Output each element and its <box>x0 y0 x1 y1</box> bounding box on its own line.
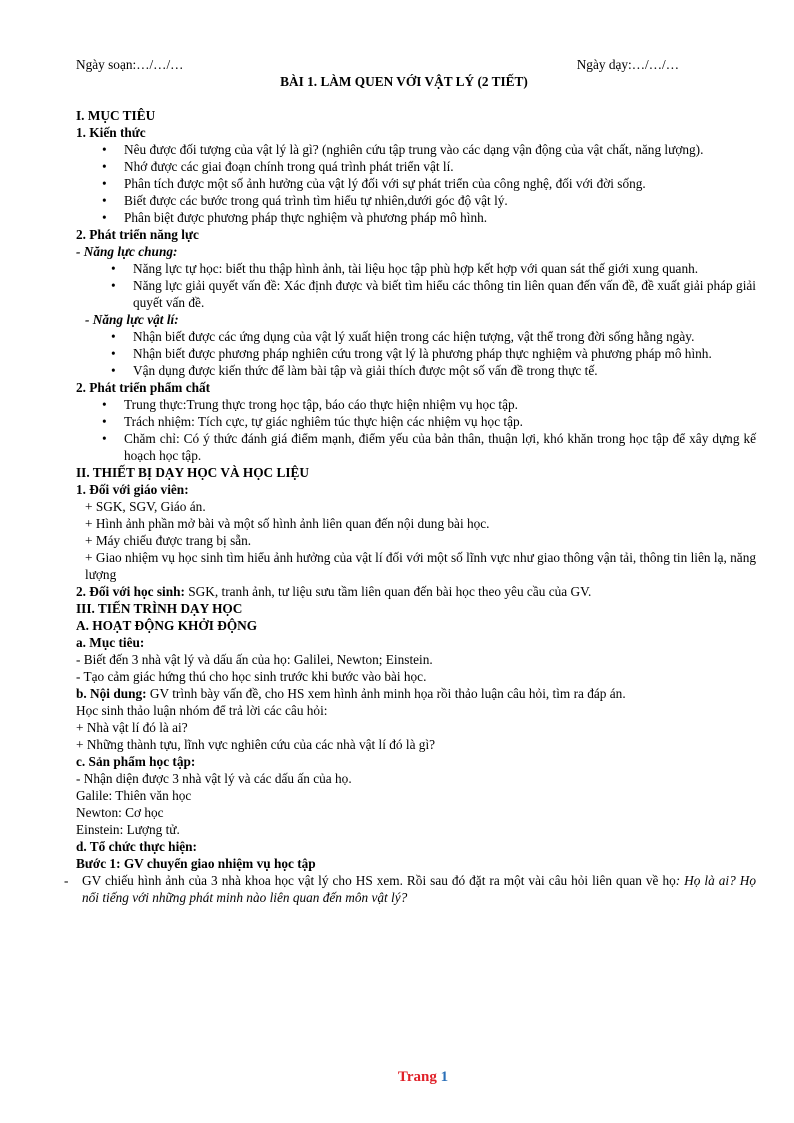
list-item: • Năng lực giải quyết vấn đề: Xác định được và biết tìm hiểu các thông tin liên quan đến vấn đề, đề xuất giải pháp giải quyết vấn đề. <box>76 277 756 311</box>
nang-luc-chung-label: - Năng lực chung: <box>76 244 178 259</box>
page-footer <box>0 1069 794 1086</box>
section-thiet-bi: II. THIẾT BỊ DẠY HỌC VÀ HỌC LIỆU <box>76 465 310 480</box>
list-item: • Nhớ được các giai đoạn chính trong quá trình phát triển vật lí. <box>76 158 756 175</box>
san-pham-heading: c. Sản phẩm học tập: <box>76 754 196 769</box>
noi-dung-label: b. Nội dung: <box>76 686 147 701</box>
date-header <box>76 56 756 73</box>
gv-item: + Hình ảnh phần mở bài và một số hình ảnh liên quan đến nội dung bài học. <box>85 516 490 531</box>
gv-item <box>76 549 756 583</box>
list-item: • Chăm chỉ: Có ý thức đánh giá điểm mạnh, điểm yếu của bản thân, thuận lợi, khó khăn trong học tập để xây dựng kế hoạch học tập. <box>76 430 756 464</box>
to-chuc-heading: d. Tổ chức thực hiện: <box>76 839 197 854</box>
hoc-sinh-heading: 2. Đối với học sinh: <box>76 584 185 599</box>
gv-item: + Máy chiếu được trang bị sẵn. <box>85 533 252 548</box>
muc-tieu-heading: a. Mục tiêu: <box>76 635 145 650</box>
list-item: • Biết được các bước trong quá trình tìm hiểu tự nhiên,dưới góc độ vật lý. <box>76 192 756 209</box>
gv-item: + SGK, SGV, Giáo án. <box>85 499 206 514</box>
nang-luc-heading: 2. Phát triển năng lực <box>76 227 199 242</box>
hoc-sinh-line <box>76 583 756 600</box>
san-pham-line: - Nhận diện được 3 nhà vật lý và các dấu ấn của họ. <box>76 771 352 786</box>
list-item: • Nhận biết được các ứng dụng của vật lý xuất hiện trong các hiện tượng, vật thể trong đời sống hằng ngày. <box>76 328 756 345</box>
muc-tieu-line: - Tạo cảm giác hứng thú cho học sinh trước khi bước vào bài học. <box>76 669 427 684</box>
list-item: • Năng lực tự học: biết thu thập hình ảnh, tài liệu học tập phù hợp kết hợp với quan sát thế giới xung quanh. <box>76 260 756 277</box>
section-muc-tieu: I. MỤC TIÊU <box>76 108 156 123</box>
list-item: • Trách nhiệm: Tích cực, tự giác nghiêm túc thực hiện các nhiệm vụ học tập. <box>76 413 756 430</box>
gv-item-text: + Giao nhiệm vụ học sinh tìm hiểu ảnh hưởng của vật lí đối với một số lĩnh vực như giao thông vận tải, thông tin liên lạ, năng lượng <box>85 550 756 582</box>
buoc-1-question: : Họ là ai? Họ nổi tiếng với những phát minh nào liên quan đến môn vật lý? <box>82 873 757 905</box>
dash-marker: - <box>64 873 69 888</box>
noi-dung-line: + Nhà vật lí đó là ai? <box>76 720 188 735</box>
list-item: • Vận dụng được kiến thức để làm bài tập và giải thích được một số vấn đề trong thực tế. <box>76 362 756 379</box>
pham-chat-heading: 2. Phát triển phẩm chất <box>76 380 211 395</box>
list-item: • Phân tích được một số ảnh hưởng của vật lý đối với sự phát triển của công nghệ, đối với đời sống. <box>76 175 756 192</box>
buoc-1-text <box>64 872 757 906</box>
san-pham-line: Galile: Thiên văn học <box>76 788 192 803</box>
list-item: • Phân biệt được phương pháp thực nghiệm và phương pháp mô hình. <box>76 209 756 226</box>
buoc-1-heading: Bước 1: GV chuyển giao nhiệm vụ học tập <box>76 856 316 871</box>
noi-dung-line <box>76 685 756 702</box>
kien-thuc-heading: 1. Kiến thức <box>76 125 146 140</box>
list-item: • Trung thực:Trung thực trong học tập, báo cáo thực hiện nhiệm vụ học tập. <box>76 396 756 413</box>
noi-dung-line: + Những thành tựu, lĩnh vực nghiên cứu của các nhà vật lí đó là gì? <box>76 737 436 752</box>
hoc-sinh-text: SGK, tranh ảnh, tư liệu sưu tầm liên quan đến bài học theo yêu cầu của GV. <box>184 584 592 599</box>
lesson-title: BÀI 1. LÀM QUEN VỚI VẬT LÝ (2 TIẾT) <box>280 74 528 89</box>
giao-vien-heading: 1. Đối với giáo viên: <box>76 482 189 497</box>
list-item: • Nêu được đối tượng của vật lý là gì? (nghiên cứu tập trung vào các dạng vận động của vật chất, năng lượng). <box>76 141 756 158</box>
list-item: • Nhận biết được phương pháp nghiên cứu trong vật lý là phương pháp thực nghiệm và phương pháp mô hình. <box>76 345 756 362</box>
ngay-soan: Ngày soạn:…/…/… <box>76 57 184 72</box>
noi-dung-line: Học sinh thảo luận nhóm để trả lời các câu hỏi: <box>76 703 328 718</box>
noi-dung-text: GV trình bày vấn đề, cho HS xem hình ảnh minh họa rồi thảo luận câu hỏi, tìm ra đáp án. <box>146 686 626 701</box>
hoat-dong-khoi-dong-heading: A. HOẠT ĐỘNG KHỞI ĐỘNG <box>76 618 258 633</box>
page-number: 1 <box>440 1069 449 1085</box>
kien-thuc-list <box>76 141 756 226</box>
nang-luc-vat-li-list <box>76 328 756 379</box>
nang-luc-chung-list <box>76 260 756 311</box>
document-page <box>64 56 757 906</box>
nang-luc-vat-li-label: - Năng lực vật lí: <box>85 312 179 327</box>
buoc-1-body: GV chiếu hình ảnh của 3 nhà khoa học vật lý cho HS xem. Rồi sau đó đặt ra một vài câu hỏi liên quan về họ <box>82 873 676 888</box>
pham-chat-list <box>76 396 756 464</box>
san-pham-line: Newton: Cơ học <box>76 805 164 820</box>
section-tien-trinh: III. TIẾN TRÌNH DẠY HỌC <box>76 601 243 616</box>
page-label: Trang <box>397 1069 437 1085</box>
ngay-day: Ngày dạy:…/…/… <box>576 57 679 72</box>
san-pham-line: Einstein: Lượng tử. <box>76 822 180 837</box>
muc-tieu-line: - Biết đến 3 nhà vật lý và dấu ấn của họ: Galilei, Newton; Einstein. <box>76 652 433 667</box>
